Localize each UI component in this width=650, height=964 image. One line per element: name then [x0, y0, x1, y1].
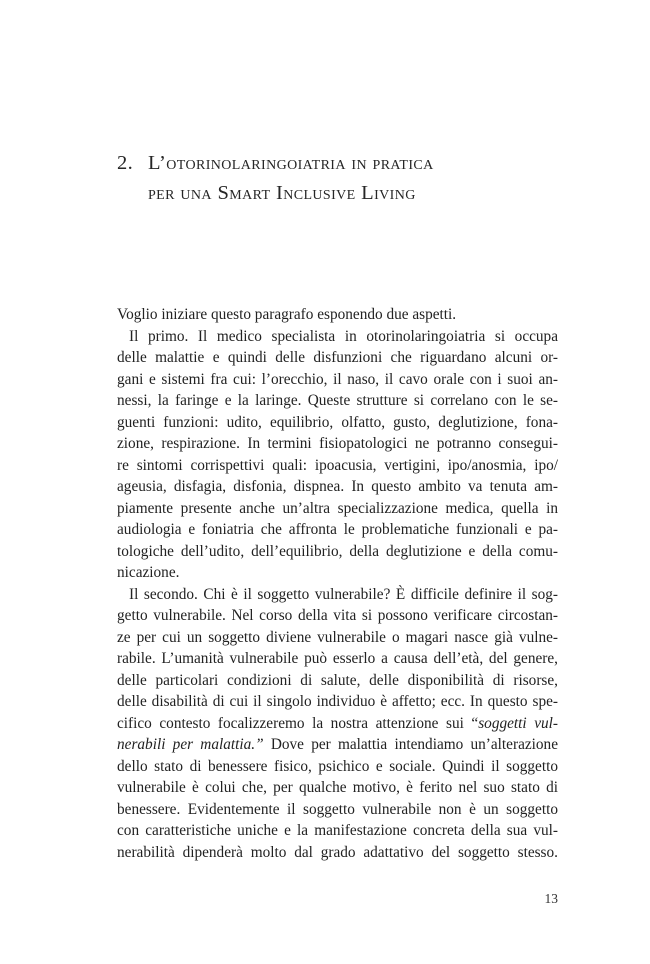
text-line: getto vulnerabile. Nel corso della vita si possono verificare circostan-: [117, 607, 558, 624]
text-line: piamente presente anche un’altra specializzazione medica, quella in: [117, 499, 558, 517]
text-line: rabile. L’umanità vulnerabile può esserlo a causa dell’età, del genere,: [117, 650, 558, 667]
text-line: delle disabilità di cui il singolo individuo è affetto; ecc. In questo spe-: [117, 693, 558, 710]
chapter-heading: [117, 148, 557, 208]
text-line: dello stato di benessere fisico, psichico e sociale. Quindi il soggetto: [117, 757, 558, 775]
paragraph-2: [117, 584, 558, 864]
intro-paragraph: [117, 304, 558, 326]
chapter-heading-line-1: [117, 148, 557, 178]
body-text: [117, 304, 558, 863]
text-segment: Dove per malattia intendiamo un’alterazione: [263, 736, 558, 753]
text-line: Il primo. Il medico specialista in otorinolaringoiatria si occupa: [129, 327, 558, 345]
text-line: Voglio iniziare questo paragrafo esponendo due aspetti.: [117, 306, 457, 323]
text-line: audiologia e foniatria che affronta le problematiche funzionali e pa-: [117, 521, 558, 538]
text-line: delle malattie e quindi delle disfunzioni che riguardano alcuni or-: [117, 349, 558, 366]
text-segment: cifico contesto focalizzeremo la nostra attenzione sui “: [117, 714, 479, 732]
italic-phrase: nerabili per malattia.”: [117, 736, 264, 753]
text-line: vulnerabile è colui che, per qualche motivo, è ferito nel suo stato di: [117, 779, 558, 796]
text-line: nessi, la faringe e la laringe. Queste strutture si correlano con le se-: [117, 392, 558, 409]
chapter-title-line-1: L’otorinolaringoiatria in pratica: [148, 152, 434, 174]
text-line: nicazione.: [117, 564, 180, 581]
text-line: [117, 713, 558, 735]
text-line: tologiche dell’udito, dell’equilibrio, della deglutizione e della comu-: [117, 542, 558, 560]
text-line: benessere. Evidentemente il soggetto vulnerabile non è un soggetto: [117, 800, 558, 818]
text-line: guenti funzioni: udito, equilibrio, olfatto, gusto, deglutizione, fona-: [117, 413, 558, 431]
text-line: re sintomi corrispettivi quali: ipoacusia, vertigini, ipo/anosmia, ipo/: [117, 456, 558, 474]
chapter-number: 2.: [117, 152, 134, 174]
chapter-title-line-2: per una Smart Inclusive Living: [148, 182, 416, 204]
text-line: zione, respirazione. In termini fisiopatologici ne potranno consegui-: [117, 435, 558, 452]
text-line: [117, 734, 558, 756]
text-line: Il secondo. Chi è il soggetto vulnerabile? È difficile definire il sog-: [129, 585, 558, 603]
text-line: delle particolari condizioni di salute, delle disponibilità di risorse,: [117, 671, 558, 689]
text-line: ze per cui un soggetto diviene vulnerabile o magari nasce già vulne-: [117, 628, 558, 646]
italic-phrase: soggetti vul-: [478, 714, 558, 732]
text-line: con caratteristiche uniche e la manifestazione concreta della sua vul-: [117, 822, 558, 839]
paragraph-1: [117, 326, 558, 584]
text-line: ageusia, disfagia, disfonia, dispnea. In questo ambito va tenuta am-: [117, 478, 558, 495]
page-number: 13: [544, 891, 558, 906]
text-line: gani e sistemi fra cui: l’orecchio, il naso, il cavo orale con i suoi an-: [117, 370, 558, 388]
text-line: nerabilità dipenderà molto dal grado adattativo del soggetto stesso.: [117, 843, 558, 861]
